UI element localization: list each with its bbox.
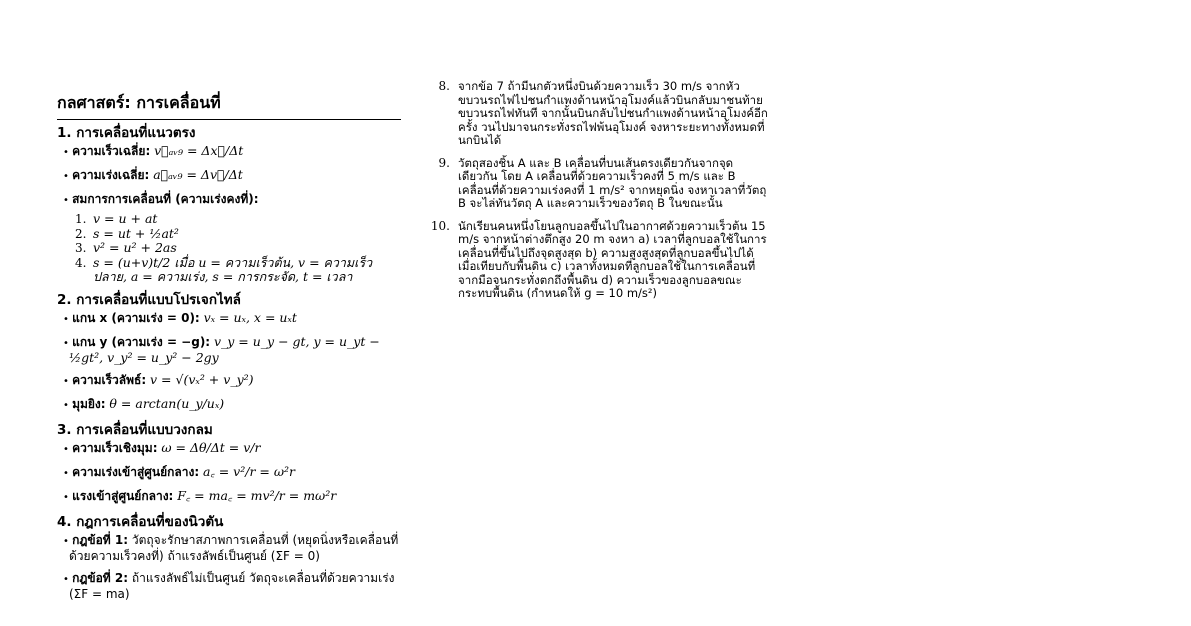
question-number: 9. (438, 155, 450, 170)
section-heading: 4. กฎการเคลื่อนที่ของนิวตัน (57, 513, 224, 530)
equation-number: 4. (75, 255, 87, 270)
question-text: นักเรียนคนหนึ่งโยนลูกบอลขึ้นไปในอากาศด้วยความเร็วต้น 15 m/s จากหน้าต่างตึกสูง 20 m จงหา a) เวลาที่ลูกบอลใช้ในการเคลื่อนที่ขึ้นไปถึงจุดสูงสุด b) ความสูงสูงสุดที่ลูกบอลขึ้นไปได้เมื่อเทียบกับพื้นดิน c) เวลาทั้งหมดที่ลูกบอลใช้ในการเคลื่อนที่จากมือจนกระทั่งตกถึงพื้นดิน d) ความเร็วของลูกบอลขณะกระทบพื้นดิน (กำหนดให้ g = 10 m/s²) (458, 218, 767, 300)
bullet-label: มุมยิง: (72, 396, 106, 411)
bullet-item (63, 373, 401, 389)
bullet-item (63, 168, 401, 184)
page-title: กลศาสตร์: การเคลื่อนที่ (57, 91, 401, 120)
bullet-formula: v_y = u_y − gt, y = u_yt − ½gt², v_y² = u_y² − 2gy (69, 333, 380, 365)
question-text: วัตถุสองชิ้น A และ B เคลื่อนที่บนเส้นตรงเดียวกันจากจุดเดียวกัน โดย A เคลื่อนที่ด้วยความเร็วคงที่ 5 m/s และ B เคลื่อนที่ด้วยความเร่งคงที่ 1 m/s² จากหยุดนิ่ง จงหาเวลาที่วัตถุ B จะไล่ทันวัตถุ A และความเร็วของวัตถุ B ในขณะนั้น (458, 155, 767, 210)
bullet-icon: • (63, 147, 73, 158)
left-column (57, 91, 401, 609)
bullet-formula: v⃗ₐᵥ₉ = Δx⃗/Δt (154, 143, 244, 158)
bullet-item (63, 465, 401, 481)
bullet-label: ความเร่งเฉลี่ย: (72, 168, 150, 182)
bullet-label: แกน x (ความเร่ง = 0): (72, 310, 200, 325)
section-heading: 2. การเคลื่อนที่แบบโปรเจกไทล์ (57, 291, 241, 308)
equation-list (75, 212, 401, 285)
bullet-formula: ถ้าแรงลัพธ์ไม่เป็นศูนย์ วัตถุจะเคลื่อนที่ด้วยความเร่ง (ΣF = ma) (69, 570, 395, 601)
bullet-label: แรงเข้าสู่ศูนย์กลาง: (72, 488, 174, 503)
bullet-formula: วัตถุจะรักษาสภาพการเคลื่อนที่ (หยุดนิ่งหรือเคลื่อนที่ด้วยความเร็วคงที่) ถ้าแรงลัพธ์เป็นศูนย์ (ΣF = 0) (69, 532, 399, 563)
bullet-formula: a⃗ₐᵥ₉ = Δv⃗/Δt (153, 167, 243, 182)
bullet-item (63, 533, 401, 563)
bullet-item (63, 489, 401, 505)
bullet-label: ความเร็วเชิงมุม: (72, 440, 158, 455)
bullet-item (63, 571, 401, 601)
question-number: 10. (430, 218, 450, 233)
bullet-icon: • (63, 535, 73, 547)
bullet-item (63, 192, 401, 208)
bullet-icon: • (63, 573, 73, 585)
equation-text: v² = u² + 2as (93, 240, 177, 255)
equation-item (75, 256, 401, 285)
bullet-item (63, 144, 401, 160)
bullet-item (63, 335, 401, 365)
bullet-icon: • (63, 399, 73, 411)
equation-number: 1. (75, 212, 87, 226)
bullet-formula: ω = Δθ/Δt = v/r (161, 439, 261, 455)
bullet-formula: F꜀ = ma꜀ = mv²/r = mω²r (177, 487, 337, 503)
bullet-label: สมการการเคลื่อนที่ (ความเร่งคงที่): (72, 192, 259, 206)
equation-item (75, 227, 401, 242)
right-column (428, 80, 768, 310)
bullet-label: กฎข้อที่ 2: (72, 570, 129, 585)
bullet-label: แกน y (ความเร่ง = −g): (72, 334, 211, 349)
bullet-icon: • (63, 337, 73, 349)
bullet-icon: • (63, 171, 73, 182)
bullet-icon: • (63, 375, 73, 387)
bullet-icon: • (63, 443, 73, 455)
bullet-label: ความเร่งเข้าสู่ศูนย์กลาง: (72, 464, 200, 479)
bullet-icon: • (63, 467, 73, 479)
bullet-item (63, 311, 401, 327)
equation-number: 3. (75, 241, 87, 255)
bullet-icon: • (63, 195, 73, 206)
question-item (428, 80, 768, 148)
question-item (428, 157, 768, 211)
equation-item (75, 212, 401, 227)
bullet-item (63, 397, 401, 413)
question-text: จากข้อ 7 ถ้ามีนกตัวหนึ่งบินด้วยความเร็ว 30 m/s จากหัวขบวนรถไฟไปชนกำแพงด้านหน้าอุโมงค์แล้วบินกลับมาชนท้ายขบวนรถไฟทันที จากนั้นบินกลับไปชนกำแพงด้านหน้าอุโมงค์อีกครั้ง วนไปมาจนกระทั่งรถไฟพ้นอุโมงค์ จงหาระยะทางทั้งหมดที่นกบินได้ (458, 79, 768, 147)
bullet-item (63, 441, 401, 457)
bullet-label: ความเร็วลัพธ์: (72, 372, 147, 387)
bullet-label: กฎข้อที่ 1: (72, 532, 129, 547)
section-heading: 3. การเคลื่อนที่แบบวงกลม (57, 421, 213, 438)
equation-text: s = ut + ½at² (93, 225, 179, 241)
bullet-icon: • (63, 491, 73, 503)
bullet-formula: v = √(vₓ² + v_y²) (150, 371, 254, 387)
equation-number: 2. (75, 226, 87, 241)
question-item (428, 220, 768, 301)
bullet-formula: θ = arctan(u_y/uₓ) (109, 395, 225, 411)
bullet-icon: • (63, 313, 73, 325)
bullet-label: ความเร็วเฉลี่ย: (72, 144, 151, 158)
bullet-formula: a꜀ = v²/r = ω²r (202, 463, 296, 479)
equation-text: v = u + at (93, 211, 158, 226)
equation-text: s = (u+v)t/2 เมื่อ u = ความเร็วต้น, v = ความเร็วปลาย, a = ความเร่ง, s = การกระจัด, t = เวลา (93, 254, 373, 284)
question-number: 8. (438, 79, 450, 93)
equation-item (75, 241, 401, 256)
bullet-formula: vₓ = uₓ, x = uₓt (203, 309, 297, 325)
section-heading: 1. การเคลื่อนที่แนวตรง (57, 125, 196, 141)
